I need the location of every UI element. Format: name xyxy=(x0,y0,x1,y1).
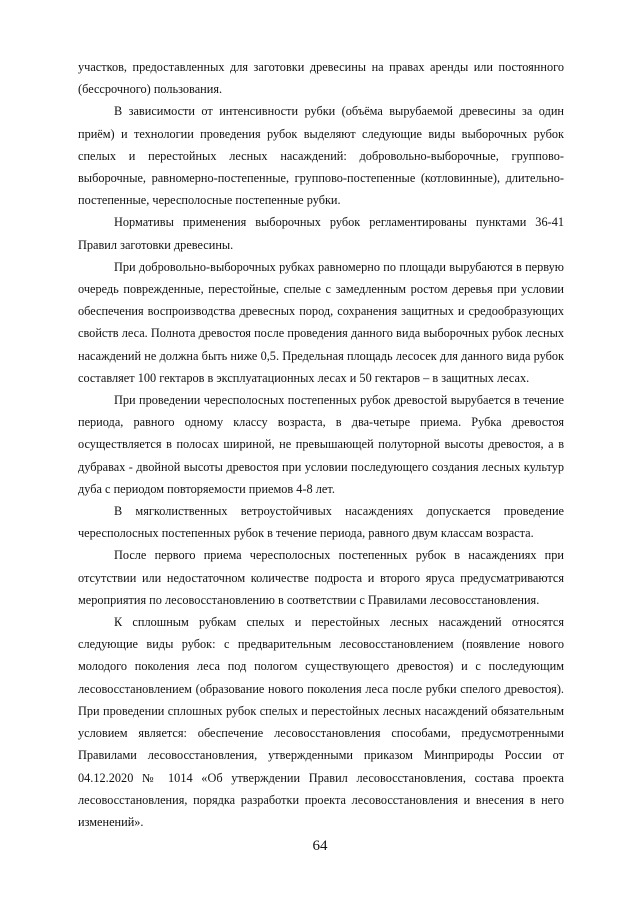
paragraph-continuation: участков, предоставленных для заготовки древесины на правах аренды или постоянного (бессрочного) пользования. xyxy=(78,60,564,97)
paragraph-strip-cutting: При проведении чересполосных постепенных рубок древостой вырубается в течение периода, равного одному классу возраста, в два-четыре приема. Рубка древостоя осуществляется в полосах шириной, не превышающей полуторной высоты древостоя, а в дубравах - двойной высоты древостоя при условии последующего создания лесных культур дуба с периодом повторяемости приемов 4-8 лет. xyxy=(78,393,564,496)
paragraph-clear-cutting: К сплошным рубкам спелых и перестойных лесных насаждений относятся следующие виды рубок: с предварительным лесовосстановлением (появление нового молодого поколения леса под пологом существующего древостоя) и с последующим лесовосстановлением (образование нового поколения леса после рубки спелого древостоя). При проведении сплошных рубок спелых и перестойных лесных насаждений обязательным условием является: обеспечение лесовосстановления способами, предусмотренными Правилами лесовосстановления, утвержденными приказом Минприроды России от 04.12.2020 № 1014 «Об утверждении Правил лесовосстановления, состава проекта лесовосстановления, порядка разработки проекта лесовосстановления и внесения в него изменений». xyxy=(78,615,564,829)
page-number: 64 xyxy=(312,838,328,854)
paragraph-voluntary-selective: При добровольно-выборочных рубках равномерно по площади вырубаются в первую очередь поврежденные, перестойные, спелые с замедленным ростом деревья при условии обеспечения воспроизводства древесных пород, сохранения защитных и средообразующих свойств леса. Полнота древостоя после проведения данного вида выборочных рубок лесных насаждений не должна быть ниже 0,5. Предельная площадь лесосек для данного вида рубок составляет 100 гектаров в эксплуатационных лесах и 50 гектаров – в защитных лесах. xyxy=(78,259,564,385)
document-body xyxy=(78,56,564,833)
paragraph-norms: Нормативы применения выборочных рубок регламентированы пунктами 36-41 Правил заготовки древесины. xyxy=(78,215,564,252)
paragraph-cutting-types: В зависимости от интенсивности рубки (объёма вырубаемой древесины за один приём) и технологии проведения рубок выделяют следующие виды выборочных рубок спелых и перестойных лесных насаждений: добровольно-выборочные, группово-выборочные, равномерно-постепенные, группово-постепенные (котловинные), длительно-постепенные, чересполосные постепенные рубки. xyxy=(78,104,564,208)
paragraph-first-stage: После первого приема чересполосных постепенных рубок в насаждениях при отсутствии или недостаточном количестве подроста и второго яруса предусматриваются мероприятия по лесовосстановлению в соответствии с Правилами лесовосстановления. xyxy=(78,548,564,607)
paragraph-softwood: В мягколиственных ветроустойчивых насаждениях допускается проведение чересполосных постепенных рубок в течение периода, равного двум классам возраста. xyxy=(78,504,564,541)
